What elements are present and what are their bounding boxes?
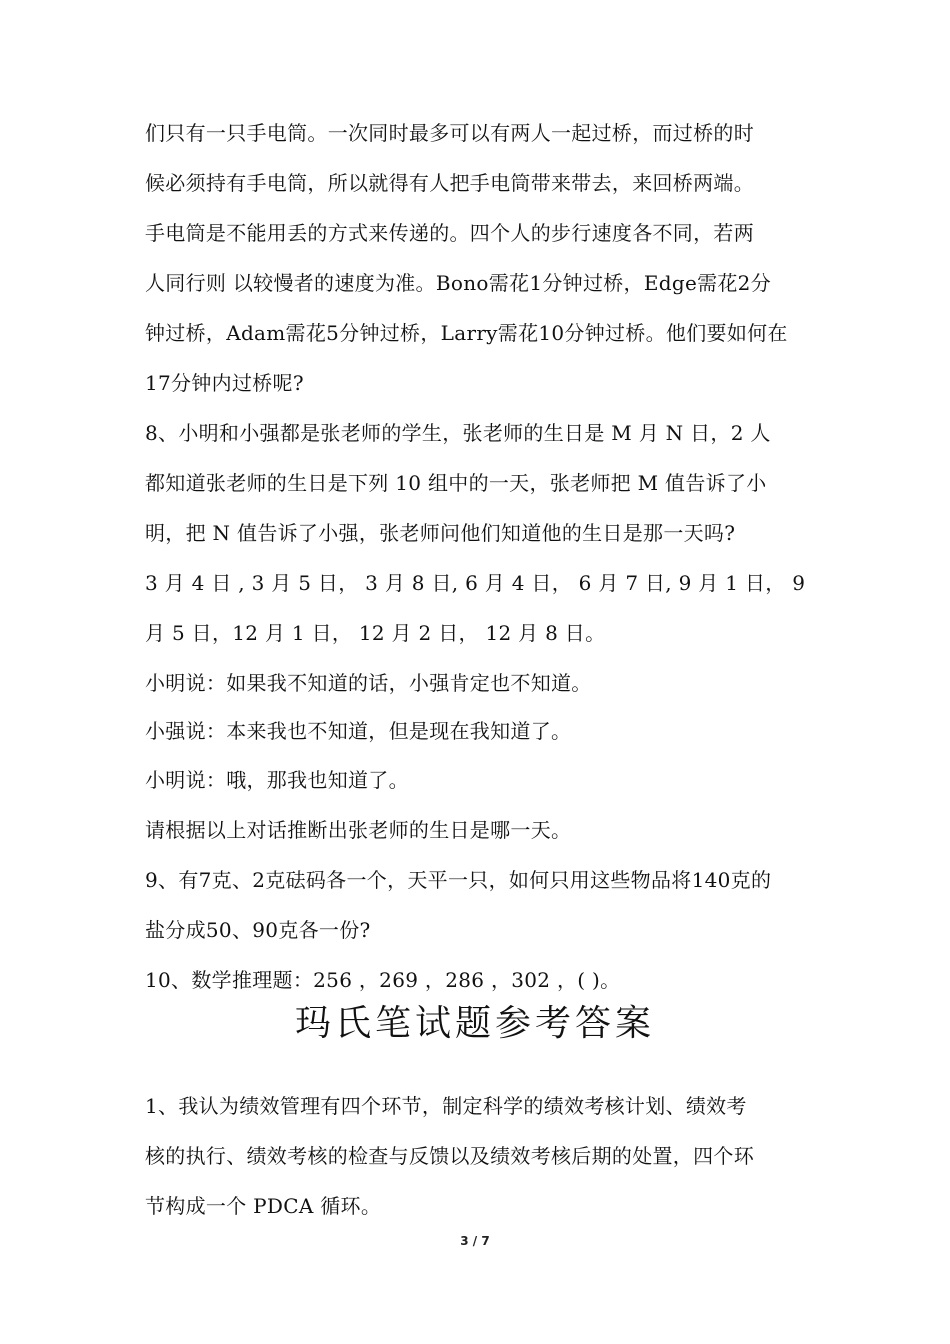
- body-line: 们只有一只手电筒。一次同时最多可以有两人一起过桥，而过桥的时: [145, 121, 754, 145]
- answers-heading: 玛氏笔试题参考答案: [294, 1003, 655, 1044]
- question-9-line: 9、有7克、2克砝码各一个，天平一只，如何只用这些物品将140克的: [145, 868, 772, 892]
- dialogue-line: 小明说：如果我不知道的话，小强肯定也不知道。: [145, 671, 592, 695]
- body-line: 钟过桥，Adam需花5分钟过桥，Larry需花10分钟过桥。他们要如何在: [145, 321, 788, 345]
- question-9-line: 盐分成50、90克各一份?: [145, 918, 371, 942]
- date-options-line: 3 月 4 日 , 3 月 5 日， 3 月 8 日, 6 月 4 日， 6 月 7 日, 9 月 1 日， 9: [145, 571, 806, 595]
- answer-line: 节构成一个 PDCA 循环。: [145, 1194, 382, 1218]
- body-line: 人同行则 以较慢者的速度为准。Bono需花1分钟过桥，Edge需花2分: [145, 271, 772, 295]
- answer-line: 核的执行、绩效考核的检查与反馈以及绩效考核后期的处置，四个环: [145, 1144, 754, 1168]
- body-line: 17分钟内过桥呢?: [145, 371, 304, 395]
- dialogue-line: 小强说：本来我也不知道，但是现在我知道了。: [145, 719, 572, 743]
- answer-line: 1、我认为绩效管理有四个环节，制定科学的绩效考核计划、绩效考: [145, 1094, 747, 1118]
- body-line: 手电筒是不能用丢的方式来传递的。四个人的步行速度各不同，若两: [145, 221, 754, 245]
- question-8-line: 8、小明和小强都是张老师的学生，张老师的生日是 M 月 N 日，2 人: [145, 421, 771, 445]
- question-8-prompt: 请根据以上对话推断出张老师的生日是哪一天。: [145, 818, 572, 842]
- body-line: 候必须持有手电筒，所以就得有人把手电筒带来带去，来回桥两端。: [145, 171, 754, 195]
- question-8-line: 都知道张老师的生日是下列 10 组中的一天，张老师把 M 值告诉了小: [145, 471, 767, 495]
- page-number: 3 / 7: [460, 1234, 490, 1248]
- question-10-line: 10、数学推理题：256 ，269 ，286 ，302 ，( )。: [145, 968, 621, 992]
- date-options-line: 月 5 日，12 月 1 日， 12 月 2 日， 12 月 8 日。: [145, 621, 606, 645]
- dialogue-line: 小明说：哦，那我也知道了。: [145, 768, 409, 792]
- question-8-line: 明，把 N 值告诉了小强，张老师问他们知道他的生日是那一天吗?: [145, 521, 736, 545]
